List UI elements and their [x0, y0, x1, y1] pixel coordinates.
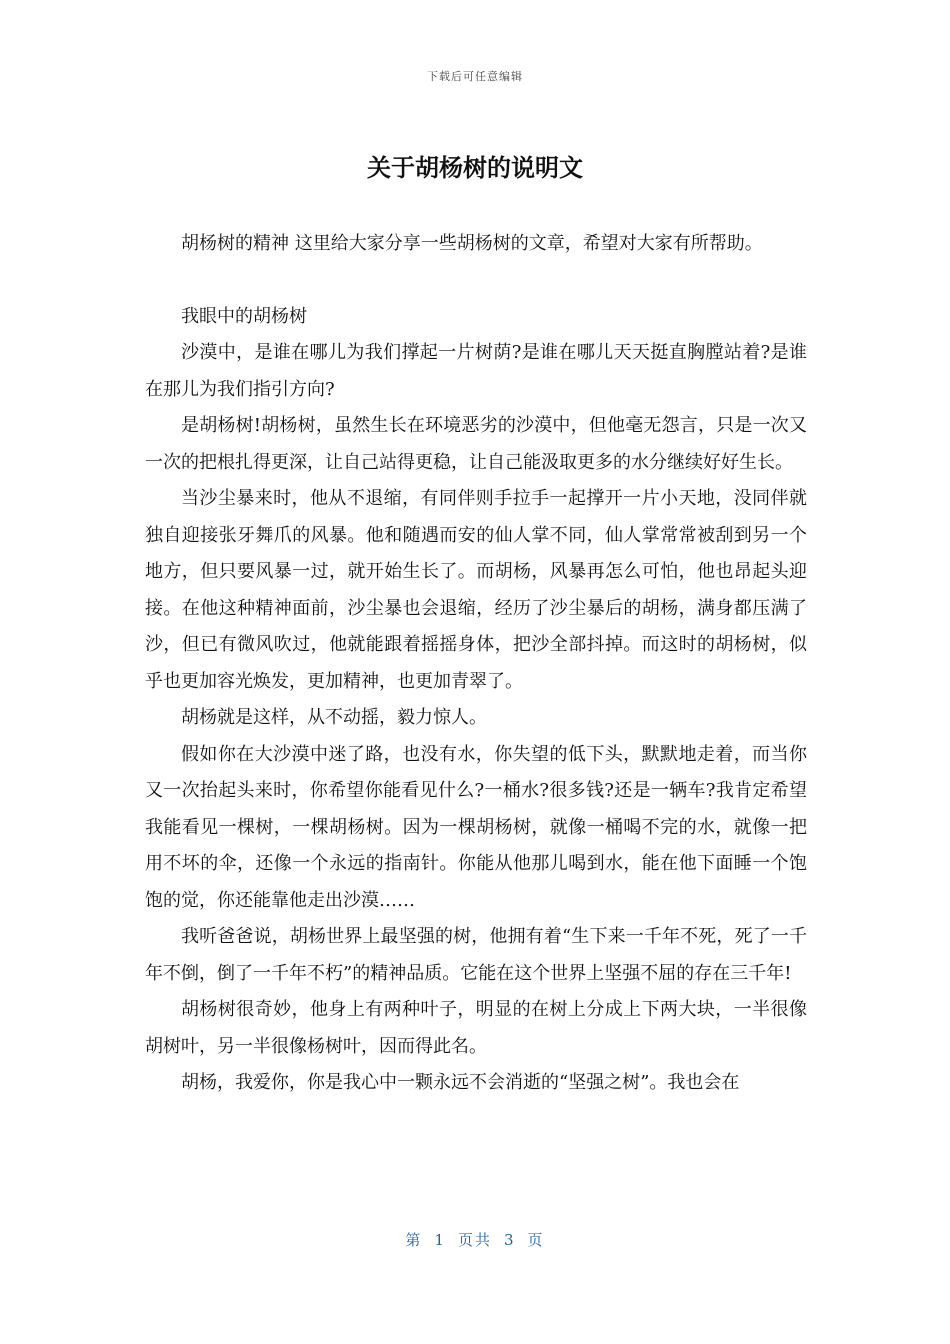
paragraph: 当沙尘暴来时，他从不退缩，有同伴则手拉手一起撑开一片小天地，没同伴就独自迎接张牙舞爪的风暴。他和随遇而安的仙人掌不同，仙人掌常常被刮到另一个地方，但只要风暴一过，就开始生长了。而胡杨，风暴再怎么可怕，他也昂起头迎接。在他这种精神面前，沙尘暴也会退缩，经历了沙尘暴后的胡杨，满身都压满了沙，但已有微风吹过，他就能跟着摇摇身体，把沙全部抖掉。而这时的胡杨树，似乎也更加容光焕发，更加精神，也更加青翠了。 — [145, 488, 807, 692]
page-middle: 页共 — [457, 1231, 492, 1249]
page-suffix: 页 — [527, 1231, 545, 1249]
paragraph: 假如你在大沙漠中迷了路，也没有水，你失望的低下头，默默地走着，而当你又一次抬起头来时，你希望你能看见什么?一桶水?很多钱?还是一辆车?我肯定希望我能看见一棵树，一棵胡杨树。因为一棵胡杨树，就像一桶喝不完的水，就像一把用不坏的伞，还像一个永远的指南针。你能从他那儿喝到水，能在他下面睡一个饱饱的觉，你还能靠他走出沙漠…… — [145, 743, 807, 911]
paragraph: 我听爸爸说，胡杨世界上最坚强的树，他拥有着“生下来一千年不死，死了一千年不倒，倒了一千年不朽”的精神品质。它能在这个世界上坚强不屈的存在三千年! — [145, 926, 807, 984]
page-current: 1 — [434, 1231, 446, 1249]
paragraph: 沙漠中，是谁在哪儿为我们撑起一片树荫?是谁在哪儿天天挺直胸膛站着?是谁在那儿为我们指引方向? — [145, 342, 807, 400]
section-heading: 我眼中的胡杨树 — [181, 305, 307, 327]
paragraph: 胡杨，我爱你，你是我心中一颗永远不会消逝的“坚强之树”。我也会在 — [181, 1072, 740, 1093]
paragraph: 胡杨就是这样，从不动摇，毅力惊人。 — [181, 707, 487, 728]
paragraph-intro: 胡杨树的精神 这里给大家分享一些胡杨树的文章，希望对大家有所帮助。 — [181, 233, 763, 254]
document-title: 关于胡杨树的说明文 — [367, 154, 583, 182]
header-note: 下载后可任意编辑 — [427, 70, 523, 83]
page-total: 3 — [504, 1231, 516, 1249]
page-prefix: 第 — [405, 1231, 423, 1249]
document-body — [145, 226, 807, 1102]
paragraph: 是胡杨树!胡杨树，虽然生长在环境恶劣的沙漠中，但他毫无怨言，只是一次又一次的把根扎得更深，让自己站得更稳，让自己能汲取更多的水分继续好好生长。 — [145, 415, 807, 473]
paragraph: 胡杨树很奇妙，他身上有两种叶子，明显的在树上分成上下两大块，一半很像胡树叶，另一半很像杨树叶，因而得此名。 — [145, 999, 807, 1057]
page-footer — [0, 1229, 950, 1250]
